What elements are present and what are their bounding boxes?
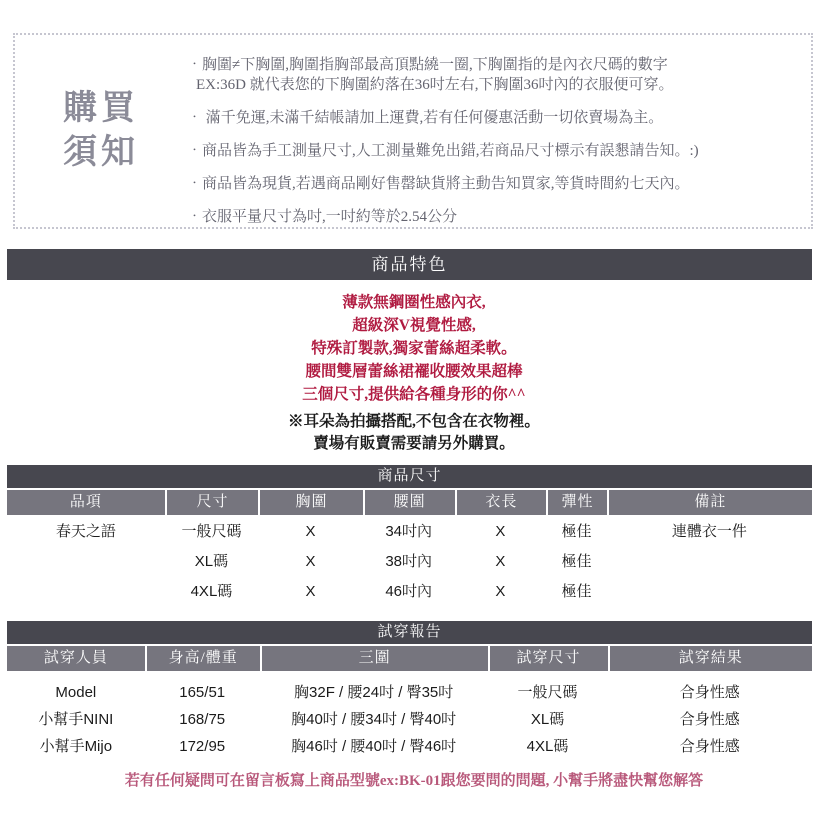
fit-cell: 小幫手Mijo <box>39 738 113 755</box>
size-table-body <box>7 515 812 607</box>
size-cell <box>7 547 165 577</box>
fitting-table-title-bar: 試穿報告 <box>7 621 812 644</box>
purchase-notice-title <box>15 35 187 227</box>
notice-line: ‧胸圍≠下胸圍,胸圍指胸部最高頂點繞一圈,下胸圍指的是內衣尺碼的數字 <box>187 57 668 73</box>
size-cell: 4XL碼 <box>190 583 233 600</box>
notice-line: ‧商品皆為手工測量尺寸,人工測量難免出錯,若商品尺寸標示有誤懇請告知。:) <box>187 143 699 159</box>
fit-header-measurements: 三圍 <box>260 646 488 671</box>
size-table-title-bar: 商品尺寸 <box>7 465 812 488</box>
purchase-notice-list <box>187 35 811 227</box>
size-cell: 34吋內 <box>385 523 432 540</box>
fit-cell: 合身性感 <box>679 711 740 728</box>
fit-cell: 胸32F / 腰24吋 / 臀35吋 <box>294 684 454 701</box>
table-row <box>7 733 812 760</box>
feature-note-line: ※耳朵為拍攝搭配,不包含在衣物裡。 <box>288 413 540 430</box>
notice-title-line1: 購買 <box>63 90 139 127</box>
feature-note-line: 賣場有販賣需要請另外購買。 <box>313 435 515 452</box>
size-header-remark: 備註 <box>607 490 812 515</box>
table-row <box>7 577 812 607</box>
fitting-table-header-row <box>7 644 812 671</box>
size-cell <box>607 547 812 577</box>
fit-header-size-tried: 試穿尺寸 <box>488 646 608 671</box>
feature-line: 腰間雙層蕾絲裙襬收腰效果超棒 <box>305 363 523 380</box>
size-cell: 連體衣一件 <box>671 523 747 540</box>
table-row <box>7 517 812 547</box>
size-cell: 極佳 <box>561 523 592 540</box>
fit-cell: Model <box>55 684 97 701</box>
fit-header-person: 試穿人員 <box>43 650 108 666</box>
size-cell: 46吋內 <box>385 583 432 600</box>
footer-question-note: 若有任何疑問可在留言板寫上商品型號ex:BK-01跟您要問的問題, 小幫手將盡快幫您解答 <box>124 773 704 789</box>
size-cell: X <box>305 523 316 540</box>
fit-cell: XL碼 <box>530 711 565 728</box>
table-row <box>7 547 812 577</box>
fitting-table-body <box>7 671 812 760</box>
size-header-waist: 腰圍 <box>363 490 455 515</box>
feature-line: 三個尺寸,提供給各種身形的你^^ <box>302 386 526 403</box>
notice-title-line2: 須知 <box>63 134 139 171</box>
size-cell: 38吋內 <box>385 553 432 570</box>
notice-line: EX:36D 就代表您的下胸圍約落在36吋左右,下胸圍36吋內的衣服便可穿。 <box>196 77 674 93</box>
size-cell: X <box>495 583 506 600</box>
size-header-bust: 胸圍 <box>258 490 363 515</box>
fit-cell: 胸46吋 / 腰40吋 / 臀46吋 <box>291 738 457 755</box>
size-cell: 極佳 <box>561 583 592 600</box>
features-section-bar: 商品特色 <box>7 249 812 280</box>
fit-header-height-weight: 身高/體重 <box>145 646 260 671</box>
fit-cell: 合身性感 <box>679 684 740 701</box>
fitting-report-table <box>7 621 812 760</box>
purchase-notice-box <box>13 33 813 229</box>
table-row <box>7 679 812 706</box>
size-cell: 春天之語 <box>55 523 116 540</box>
size-header-size: 尺寸 <box>165 490 258 515</box>
fit-header-result: 試穿結果 <box>608 646 812 671</box>
size-cell: X <box>495 523 506 540</box>
size-cell: X <box>305 553 316 570</box>
size-cell: 一般尺碼 <box>181 523 242 540</box>
size-table-header-row <box>7 488 812 515</box>
fit-cell: 4XL碼 <box>526 738 569 755</box>
notice-line: ‧ 滿千免運,未滿千結帳請加上運費,若有任何優惠活動一切依賣場為主。 <box>187 110 664 126</box>
size-header-length: 衣長 <box>455 490 547 515</box>
fit-cell: 168/75 <box>179 711 226 728</box>
size-cell: X <box>305 583 316 600</box>
size-cell: XL碼 <box>194 553 229 570</box>
notice-line: ‧衣服平量尺寸為吋,一吋約等於2.54公分 <box>187 209 458 225</box>
feature-line: 超級深V視覺性感, <box>352 317 476 334</box>
size-cell: 極佳 <box>561 553 592 570</box>
size-header-stretch: 彈性 <box>546 490 606 515</box>
fit-cell: 165/51 <box>179 684 226 701</box>
notice-line: ‧商品皆為現貨,若遇商品剛好售罄缺貨將主動告知買家,等貨時間約七天內。 <box>187 176 690 192</box>
size-cell <box>607 577 812 607</box>
table-row <box>7 706 812 733</box>
fit-cell: 172/95 <box>179 738 226 755</box>
feature-notes <box>0 411 828 455</box>
size-cell <box>7 577 165 607</box>
fit-cell: 胸40吋 / 腰34吋 / 臀40吋 <box>291 711 457 728</box>
feature-line: 薄款無鋼圈性感內衣, <box>342 294 486 311</box>
size-table <box>7 465 812 607</box>
fit-cell: 合身性感 <box>679 738 740 755</box>
size-header-item: 品項 <box>69 494 102 510</box>
feature-line: 特殊訂製款,獨家蕾絲超柔軟。 <box>311 340 517 357</box>
size-cell: X <box>495 553 506 570</box>
fit-cell: 小幫手NINI <box>38 711 114 728</box>
fit-cell: 一般尺碼 <box>517 684 578 701</box>
features-section <box>0 291 828 455</box>
